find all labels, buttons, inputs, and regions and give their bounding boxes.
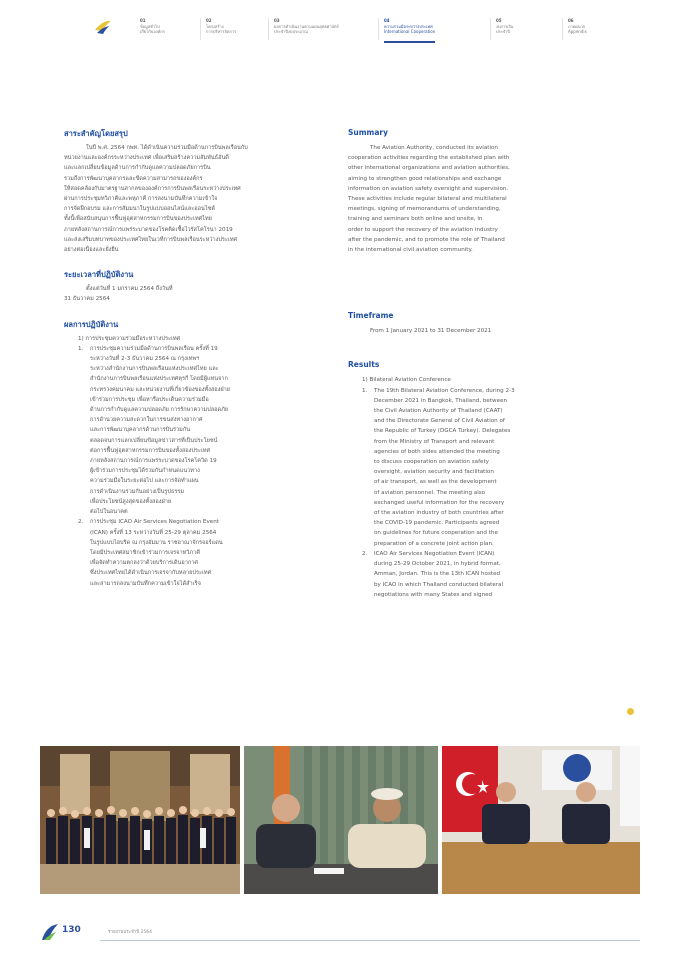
summary-text: ในปี พ.ศ. 2564 กพท. ได้ดำเนินความร่วมมือด้านการบินพลเรือนกับ หน่วยงานและองค์กรระหว่างประเทศ เพื่อเสริมสร้างความสัมพันธ์อันดี และแลกเปลี่ยนข้อมูลด้านการกำกับดูแลความปลอดภัยการบิน รวมถึงการพัฒนาบุคลากรและขีดความสามารถขององค์กร ให้สอดคล้องกับมาตรฐานสากลขององค์การการบินพลเรือนระหว่างประเทศ ผ่านการประชุมทวิภาคีและพหุภาคี การลงนามบันทึกความเข้าใจ การจัดฝึกอบรม และการสัมมนาในรูปแบบออนไลน์และออนไซต์ ทั้งนี้เพื่อสนับสนุนการฟื้นฟูอุตสาหกรรมการบินของประเทศไทย ภายหลังสถานการณ์การแพร่ระบาดของโรคติดเชื้อไวรัสโคโรนา 2019 และส่งเสริมบทบาทของประเทศไทยในเวทีการบินพลเรือนระหว่างประเทศ อย่างต่อเนื่องและยั่งยืน xyxy=(64,145,248,254)
results-subheading: 1) การประชุมความร่วมมือระหว่างประเทศ xyxy=(78,335,181,342)
results-heading: ผลการปฏิบัติงาน xyxy=(64,319,119,329)
section-title: ภาคผนวก xyxy=(568,23,586,29)
meeting-photo xyxy=(244,746,438,894)
caat-logo-icon xyxy=(92,16,114,38)
header-section-6[interactable] xyxy=(568,18,587,35)
section-number: 06 xyxy=(568,18,574,23)
page-footer xyxy=(0,914,680,962)
list-item: 1. การประชุมความร่วมมือด้านการบินพลเรือน ครั้งที่ 19 ระหว่างวันที่ 2-3 ธันวาคม 2564 ณ กรุงเทพฯ ระหว่างสำนักงานการบินพลเรือนแห่งประเทศไทย และ สำนักงานการบินพลเรือนแห่งประเทศตุรกี โดยมีผู้แทนจาก กระทรวงคมนาคม และหน่วยงานที่เกี่ยวข้องของทั้งสองฝ่าย เข้าร่วมการประชุม เพื่อหารือประเด็นความร่วมมือ ด้านการกำกับดูแลความปลอดภัย การรักษาความปลอดภัย การอำนวยความสะดวกในการขนส่งทางอากาศ และการพัฒนาบุคลากรด้านการบินร่วมกัน ตลอดจนการแลกเปลี่ยนข้อมูลข่าวสารที่เป็นประโยชน์ ต่อการฟื้นฟูอุตสาหกรรมการบินของทั้งสองประเทศ ภายหลังสถานการณ์การแพร่ระบาดของโรคโควิด 19 ผู้เข้าร่วมการประชุมได้ร่วมกันกำหนดแนวทาง ความร่วมมือในระยะต่อไป และการจัดทำแผน การดำเนินงานร่วมกันอย่างเป็นรูปธรรม เพื่อประโยชน์สูงสุดของทั้งสองฝ่าย ต่อไปในอนาคต xyxy=(78,345,231,516)
section-number: 01 xyxy=(140,18,146,23)
period-text: From 1 January 2021 to 31 December 2021 xyxy=(370,328,492,335)
period-heading: ระยะเวลาที่ปฏิบัติงาน xyxy=(64,270,134,280)
section-title: โครงสร้าง xyxy=(206,23,224,29)
section-number: 03 xyxy=(274,18,280,23)
results-list xyxy=(64,344,332,589)
section-number: 02 xyxy=(206,18,212,23)
thai-column xyxy=(64,128,332,589)
section-subtitle: การบริหารจัดการ xyxy=(206,29,237,34)
section-subtitle: International Cooperation xyxy=(384,29,436,34)
summary-heading: Summary xyxy=(348,128,389,137)
header-section-4-active[interactable] xyxy=(384,18,435,35)
section-number: 05 xyxy=(496,18,502,23)
header-section-3[interactable] xyxy=(274,18,339,35)
section-title: ข้อมูลทั่วไป xyxy=(140,23,160,29)
list-item: 2. การประชุม ICAO Air Services Negotiation Event (ICAN) ครั้งที่ 13 ระหว่างวันที่ 25-29 ตุลาคม 2564 ในรูปแบบไฮบริด ณ กรุงอัมมาน ราชอาณาจักรจอร์แดน โดยมีประเทศสมาชิกเข้าร่วมการเจรจาทวิภาคี เพื่อจัดทำความตกลงว่าด้วยบริการเดินอากาศ ซึ่งประเทศไทยได้ดำเนินการเจรจากับหลายประเทศ และสามารถลงนามบันทึกความเข้าใจได้สำเร็จ xyxy=(78,519,223,587)
results-heading: Results xyxy=(348,360,380,370)
period-text: ตั้งแต่วันที่ 1 มกราคม 2564 ถึงวันที่ 31 ธันวาคม 2564 xyxy=(64,286,173,303)
section-subtitle: ประจำปีงบประมาณ xyxy=(274,29,308,34)
list-item: 1. The 19th Bilateral Aviation Conference, during 2-3 December 2021 in Bangkok, Thailand, between the Civil Aviation Authority of Thailand (CAAT) and the Directorate General of Civil Aviation of the Republic of Turkey (DGCA Turkey). Delegates from the Ministry of Transport and relevant agencies of both sides attended the meeting to discuss cooperation on aviation safety oversight, aviation security and facilitation of air transport, as well as the development of aviation personnel. The meeting also exchanged useful information for the recovery of the aviation industry of both countries after the COVID-19 pandemic. Participants agreed on guidelines for future cooperation and the preparation of a concrete joint action plan. xyxy=(362,387,515,547)
header-section-1[interactable] xyxy=(140,18,165,35)
leaf-icon xyxy=(40,922,60,942)
header-section-2[interactable] xyxy=(206,18,236,35)
section-subtitle: เกี่ยวกับองค์กร xyxy=(140,29,165,34)
page-header xyxy=(0,0,680,52)
summary-text: The Aviation Authority, conducted its aviation cooperation activities regarding the established plan with other international organizations and aviation authorities, aiming to strengthen good relationships and exchange information on aviation safety oversight and supervision. These activities include regular bilateral and multilateral meetings, signing of memorandums of understanding, training and seminars both online and onsite, in order to support the recovery of the aviation industry after the pandemic, and to promote the role of Thailand in the international civil aviation community. xyxy=(348,145,510,254)
results-subheading: 1) Bilateral Aviation Conference xyxy=(362,377,451,384)
section-title: ความร่วมมือระหว่างประเทศ xyxy=(384,23,433,29)
summary-heading: สาระสำคัญโดยสรุป xyxy=(64,129,128,138)
footer-divider xyxy=(100,940,640,941)
section-number: 04 xyxy=(384,18,390,23)
header-section-5[interactable] xyxy=(496,18,513,35)
results-list xyxy=(348,386,616,600)
period-heading: Timeframe xyxy=(348,311,394,321)
list-item: 2. ICAO Air Services Negotiation Event (ICAN) during 25-29 October 2021, in hybrid format, Amman, Jordan. This is the 13th ICAN hosted by ICAO in which Thailand conducted bilateral negotiations with many States and signed xyxy=(362,550,504,598)
video-conference-photo xyxy=(442,746,640,894)
english-column xyxy=(348,128,616,600)
decorative-dot xyxy=(627,708,634,715)
section-title: ผลการดำเนินงานตามแผนยุทธศาสตร์ xyxy=(274,23,339,29)
section-title: งบการเงิน xyxy=(496,23,514,29)
footer-caption: รายงานประจำปี 2564 xyxy=(108,930,152,935)
group-photo xyxy=(40,746,240,894)
page-number: 130 xyxy=(62,925,81,935)
section-subtitle: Appendix xyxy=(568,29,587,34)
section-subtitle: ประจำปี xyxy=(496,29,510,34)
